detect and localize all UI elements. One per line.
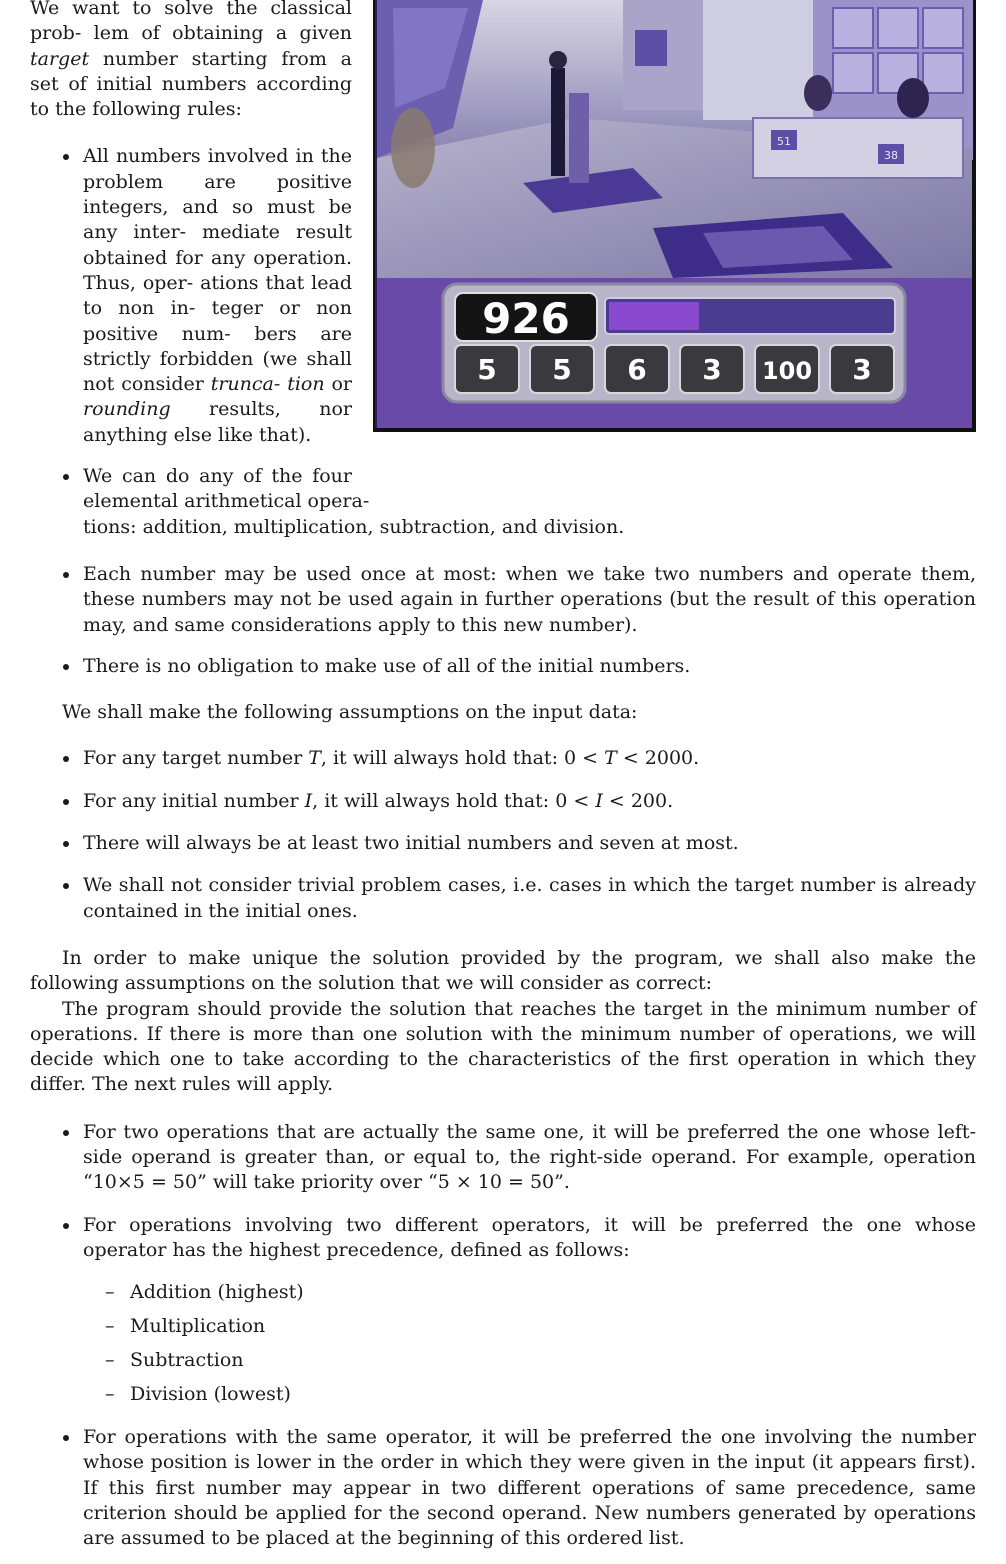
- assumptions-list: [30, 746, 976, 923]
- rule-use-once: Each number may be used once at most: when we take two numbers and operate them, these numbers may not be used again in further operations (but the result of this operation may, and same considerations apply to this new number).: [30, 562, 976, 638]
- assumption-count: There will always be at least two initial numbers and seven at most.: [30, 831, 976, 856]
- number-tile-value: 6: [627, 353, 647, 386]
- number-tile-value: 100: [761, 357, 813, 385]
- rule2-line: elemental arithmetical opera-: [83, 490, 370, 513]
- intro-line: lem of obtaining a given: [93, 22, 352, 45]
- precedence-division: – Division (lowest): [30, 1382, 976, 1416]
- paragraph-minimum-operations: The program should provide the solution that reaches the target in the minimum number of operations. If there is more than one solution with the minimum number of operations, we will decide which one to take according to the characteristics of the first operation in which they differ. The next rules will apply.: [30, 997, 976, 1096]
- rule-positive-integers: All numbers involved in the problem are positive integers, and so must be any inter- mediate result obtained for any operation. Thus, oper- ations that lead to non in- teger or non positive num- bers are strictly forbidden (we shall not consider trunca- tion or rounding results, nor anything else like that).: [30, 144, 352, 448]
- paragraph-unique-solution: In order to make unique the solution provided by the program, we shall also make the following assumptions on the solution that we will consider as correct:: [30, 946, 976, 995]
- number-tile-value: 3: [702, 353, 722, 386]
- precedence-subtraction: – Subtraction: [30, 1348, 976, 1382]
- precedence-text: For operations involving two different operators, it will be preferred the one whose operator has the highest precedence, defined as follows:: [83, 1213, 976, 1261]
- target-number: 926: [482, 294, 570, 343]
- rule-four-operations: [30, 464, 976, 540]
- intro-line: rules:: [187, 98, 242, 121]
- intro-line: We want to solve the classical prob-: [30, 0, 352, 45]
- number-tile-value: 5: [552, 353, 572, 386]
- precedence-addition: – Addition (highest): [30, 1280, 976, 1314]
- rule-no-obligation: There is no obligation to make use of all of the initial numbers.: [30, 654, 976, 679]
- timer-bar-fill: [609, 302, 699, 330]
- desk-label-left: 51: [777, 135, 791, 148]
- document-page: [30, 0, 976, 1552]
- game-show-photo: [373, 0, 976, 432]
- preference-rules-list: [30, 1120, 976, 1263]
- assumption-initial-range: For any initial number I, it will always hold that: 0 < I < 200.: [30, 789, 976, 814]
- number-tile-value: 5: [477, 353, 497, 386]
- game-show-scene: [373, 0, 976, 432]
- rule2-line: tions: addition, multiplication, subtraction, and division.: [83, 515, 625, 538]
- preference-rules-list-2: [30, 1425, 976, 1551]
- rule2-line: We can do any of the four: [83, 465, 352, 488]
- desk-label-right: 38: [884, 149, 898, 162]
- intro-target-word: target: [30, 47, 90, 70]
- assumptions-intro: We shall make the following assumptions on the input data:: [62, 701, 638, 724]
- assumption-nontrivial: We shall not consider trivial problem cases, i.e. cases in which the target number is already contained in the initial ones.: [30, 873, 976, 924]
- preference-operator-precedence: [30, 1213, 976, 1264]
- intro-line: number starting from a set of initial: [30, 47, 352, 95]
- preference-operand-order: For two operations that are actually the same one, it will be preferred the one whose left-side operand is greater than, or equal to, the right-side operand. For example, operation “10×5 = 50” will take priority over “5 × 10 = 50”.: [30, 1120, 976, 1196]
- assumption-target-range: For any target number T, it will always hold that: 0 < T < 2000.: [30, 746, 976, 771]
- intro-paragraph: [30, 0, 352, 122]
- precedence-list: [30, 1280, 976, 1416]
- intro-line: numbers according to the following: [30, 72, 353, 121]
- precedence-multiplication: – Multiplication: [30, 1314, 976, 1348]
- preference-same-operator: For operations with the same operator, it will be preferred the one involving the number whose position is lower in the order in which they were given in the input (it appears first). If this first number may appear in two different operations of same precedence, same criterion should be applied for the second operand. New numbers generated by operations are assumed to be placed at the beginning of this ordered list.: [30, 1425, 976, 1551]
- number-tile-value: 3: [852, 353, 872, 386]
